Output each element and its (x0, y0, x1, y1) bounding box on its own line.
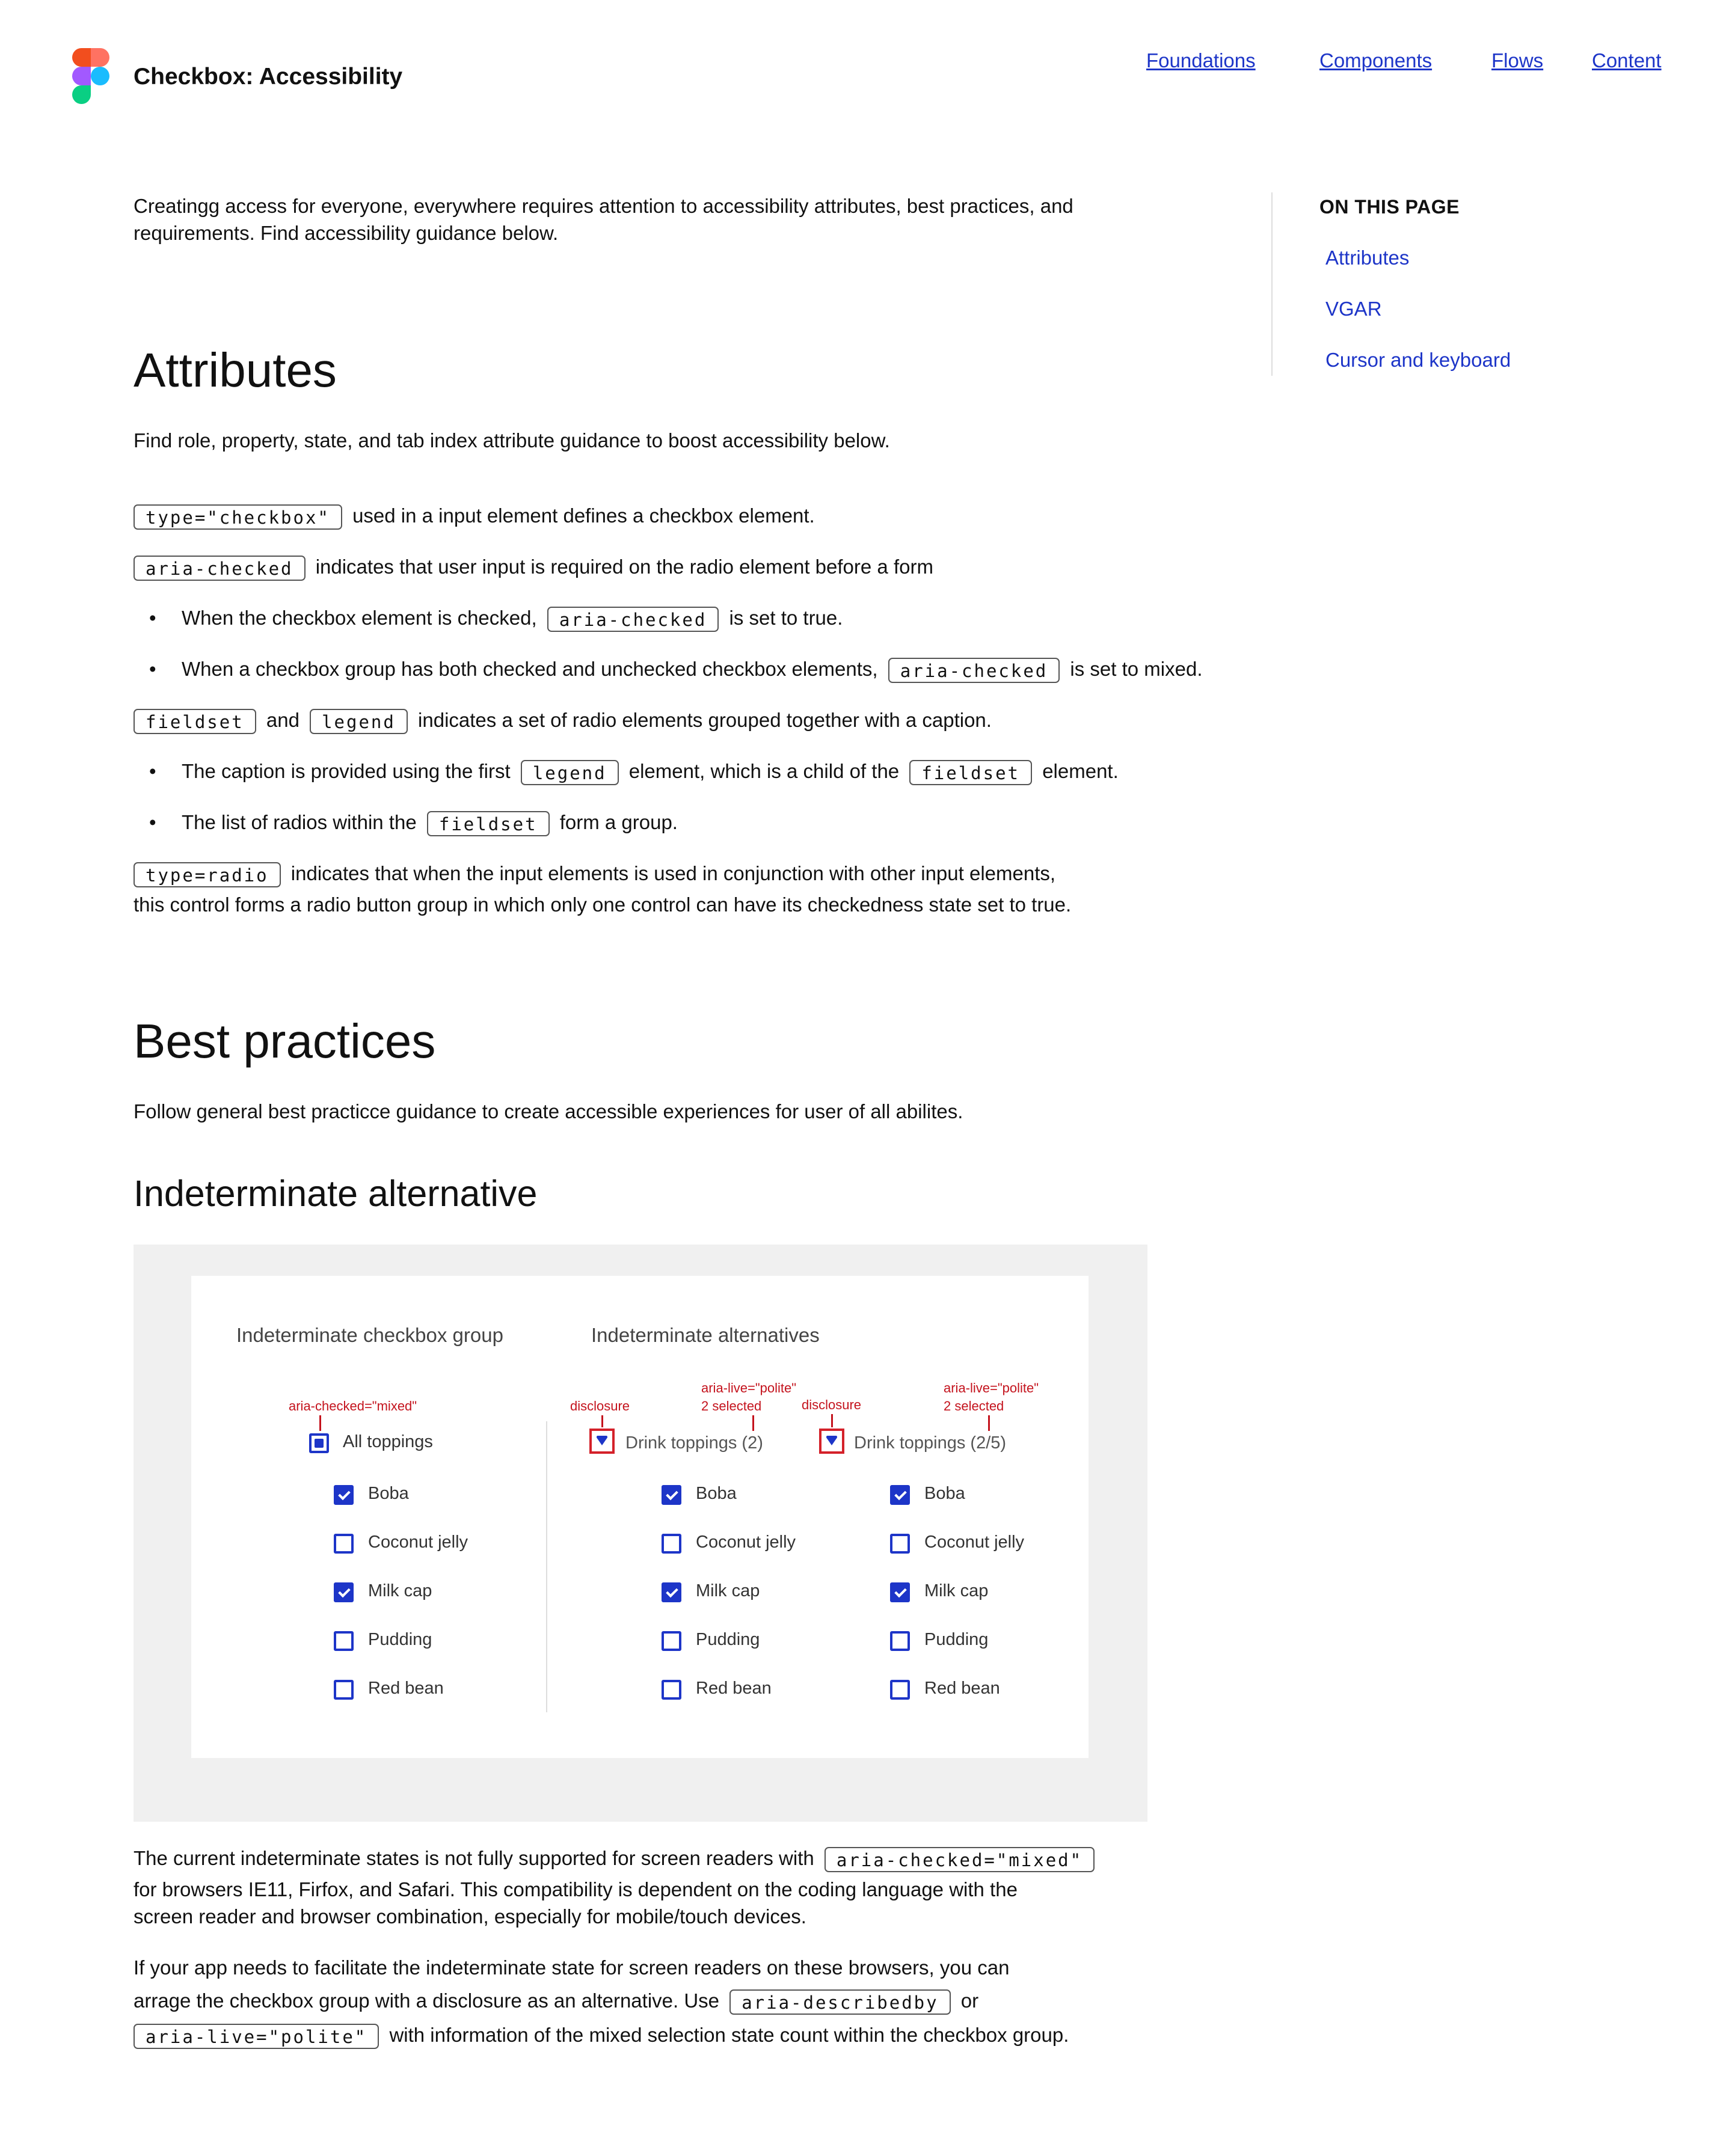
group-2-checkbox-4[interactable] (662, 1680, 681, 1700)
note-text: The current indeterminate states is not fully supported for screen readers with (134, 1847, 814, 1869)
attr-type-checkbox-text: used in a input element defines a checkbox element. (352, 504, 815, 527)
group-3-checkbox-1[interactable] (890, 1534, 910, 1554)
code-aria-checked: aria-checked (888, 658, 1060, 683)
group-3-label-1: Coconut jelly (924, 1533, 1025, 1552)
group-1-checkbox-0[interactable] (334, 1485, 354, 1505)
bullet-text: element, which is a child of the (628, 760, 900, 782)
attr-type-radio (134, 860, 1055, 887)
group-2-label-2: Milk cap (696, 1581, 760, 1600)
attr-type-radio-text: indicates that when the input elements is used in conjunction with other input elements, (290, 862, 1056, 884)
toc-title: ON THIS PAGE (1319, 196, 1460, 218)
bullet-dot: • (149, 607, 156, 629)
code-aria-live-polite: aria-live="polite" (134, 2024, 379, 2049)
note-1-line-3: screen reader and browser combination, especially for mobile/touch devices. (134, 1905, 806, 1928)
disclosure-label-drink-toppings[interactable]: Drink toppings (2) (625, 1433, 763, 1453)
group-3-checkbox-0[interactable] (890, 1485, 910, 1505)
bullet-dot: • (149, 811, 156, 833)
bullet-dot: • (149, 658, 156, 680)
attr-type-radio-line-2: this control forms a radio button group in which only one control can have its checkedness state set to true. (134, 893, 1072, 916)
attr-fieldset-legend (134, 706, 992, 734)
toc-divider (1271, 192, 1273, 376)
logo-shape-2 (91, 48, 109, 67)
group-1-label-1: Coconut jelly (368, 1533, 468, 1552)
note-text: arrage the checkbox group with a disclosure as an alternative. Use (134, 1989, 720, 2012)
nav-components[interactable]: Components (1319, 49, 1433, 72)
bullet-text: The list of radios within the (182, 811, 417, 833)
page-title: Checkbox: Accessibility (134, 64, 403, 90)
indeterminate-alternative-heading: Indeterminate alternative (134, 1173, 538, 1214)
bullet-text: is set to mixed. (1070, 658, 1203, 680)
attr-type-checkbox (134, 502, 815, 530)
annotation-live: aria-live="polite" (701, 1380, 797, 1395)
group-1-label-2: Milk cap (368, 1581, 432, 1600)
nav-foundations[interactable]: Foundations (1146, 49, 1256, 72)
group-1-label-0: Boba (368, 1484, 409, 1503)
fig-heading-alternatives: Indeterminate alternatives (591, 1324, 820, 1346)
attributes-desc: Find role, property, state, and tab index attribute guidance to boost accessibility below. (134, 429, 890, 452)
bullet-text: form a group. (559, 811, 678, 833)
group-1-checkbox-1[interactable] (334, 1534, 354, 1554)
logo-shape-3 (72, 67, 91, 85)
toc-link-cursor-keyboard[interactable]: Cursor and keyboard (1325, 349, 1511, 371)
code-aria-checked: aria-checked (134, 556, 306, 581)
attr-aria-checked (134, 553, 933, 581)
annotation-line (752, 1415, 754, 1431)
note-2-line-3 (134, 2021, 1069, 2049)
intro-line-1: Creatingg access for everyone, everywhere requires attention to accessibility attributes, best practices, and (134, 195, 1073, 217)
bullet-checked-true (149, 604, 843, 632)
attr-fieldset-text: indicates a set of radio elements grouped together with a caption. (418, 709, 992, 731)
group-2-checkbox-3[interactable] (662, 1631, 681, 1651)
fig-heading-group: Indeterminate checkbox group (236, 1324, 503, 1346)
toc-link-attributes[interactable]: Attributes (1325, 247, 1410, 269)
bullet-text: element. (1042, 760, 1119, 782)
disclosure-label-drink-toppings-count[interactable]: Drink toppings (2/5) (854, 1433, 1007, 1453)
figma-logo[interactable] (72, 48, 109, 103)
group-2-label-0: Boba (696, 1484, 737, 1503)
group-2-checkbox-1[interactable] (662, 1534, 681, 1554)
group-1-checkbox-4[interactable] (334, 1680, 354, 1700)
code-fieldset: fieldset (909, 760, 1032, 785)
bullet-text: The caption is provided using the first (182, 760, 511, 782)
bullet-radios-group (149, 809, 678, 836)
annotation-disclosure: disclosure (570, 1398, 630, 1413)
logo-shape-5 (72, 85, 91, 104)
code-type-radio: type=radio (134, 862, 281, 887)
group-2-checkbox-0[interactable] (662, 1485, 681, 1505)
code-type-checkbox: type="checkbox" (134, 504, 342, 530)
annotation-aria-mixed: aria-checked="mixed" (289, 1398, 417, 1413)
group-3-label-4: Red bean (924, 1679, 1000, 1698)
note-1-line-2: for browsers IE11, Firfox, and Safari. This compatibility is dependent on the coding language with the (134, 1878, 1018, 1900)
disclosure-toggle-icon[interactable] (819, 1429, 844, 1454)
code-fieldset: fieldset (427, 811, 550, 836)
note-text: with information of the mixed selection state count within the checkbox group. (389, 2024, 1069, 2046)
logo-shape-4 (91, 67, 109, 85)
intro-line-2: requirements. Find accessibility guidance below. (134, 222, 559, 244)
group-1-checkbox-3[interactable] (334, 1631, 354, 1651)
group-2-label-1: Coconut jelly (696, 1533, 796, 1552)
code-legend: legend (310, 709, 408, 734)
code-fieldset: fieldset (134, 709, 256, 734)
group-1-label-4: Red bean (368, 1679, 444, 1698)
bullet-caption (149, 758, 1119, 785)
disclosure-toggle-icon[interactable] (589, 1429, 615, 1454)
annotation-selected-count: 2 selected (944, 1398, 1004, 1413)
note-2-line-2 (134, 1987, 978, 2015)
attributes-heading: Attributes (134, 343, 337, 397)
group-3-label-0: Boba (924, 1484, 965, 1503)
attr-aria-checked-text: indicates that user input is required on the radio element before a form (315, 556, 933, 578)
code-aria-checked: aria-checked (547, 607, 719, 632)
bullet-text: When the checkbox element is checked, (182, 607, 537, 629)
group-1-checkbox-2[interactable] (334, 1582, 354, 1602)
group-2-label-3: Pudding (696, 1630, 760, 1649)
bullet-dot: • (149, 760, 156, 782)
group-2-checkbox-2[interactable] (662, 1582, 681, 1602)
annotation-disclosure: disclosure (802, 1397, 862, 1412)
bullet-checked-mixed (149, 655, 1203, 683)
group-2-label-4: Red bean (696, 1679, 772, 1698)
bullet-text: When a checkbox group has both checked and unchecked checkbox elements, (182, 658, 878, 680)
code-legend: legend (521, 760, 619, 785)
annotation-live: aria-live="polite" (944, 1380, 1039, 1395)
code-aria-checked-mixed: aria-checked="mixed" (825, 1847, 1095, 1872)
code-aria-describedby: aria-describedby (729, 1989, 950, 2015)
best-practices-heading: Best practices (134, 1014, 436, 1068)
figure-divider (546, 1421, 547, 1712)
group-1-label-3: Pudding (368, 1630, 432, 1649)
bullet-text: is set to true. (729, 607, 843, 629)
annotation-line (988, 1415, 990, 1431)
note-text: or (960, 1989, 979, 2012)
best-practices-desc: Follow general best practicce guidance to create accessible experiences for user of all abilites. (134, 1100, 963, 1122)
note-1-line-1 (134, 1845, 1099, 1872)
annotation-line (319, 1415, 321, 1431)
all-toppings-checkbox[interactable] (309, 1433, 329, 1453)
annotation-selected-count: 2 selected (701, 1398, 762, 1413)
group-3-label-3: Pudding (924, 1630, 989, 1649)
group-3-label-2: Milk cap (924, 1581, 989, 1600)
group-3-checkbox-2[interactable] (890, 1582, 910, 1602)
nav-flows[interactable]: Flows (1491, 49, 1544, 72)
group-3-checkbox-3[interactable] (890, 1631, 910, 1651)
annotation-line (601, 1415, 603, 1427)
attr-and-text: and (266, 709, 299, 731)
annotation-line (831, 1414, 833, 1427)
toc-link-vgar[interactable]: VGAR (1325, 298, 1382, 320)
note-2-line-1: If your app needs to facilitate the indeterminate state for screen readers on these browsers, you can (134, 1956, 1010, 1979)
nav-content[interactable]: Content (1592, 49, 1662, 72)
group-3-checkbox-4[interactable] (890, 1680, 910, 1700)
all-toppings-label: All toppings (343, 1432, 433, 1451)
logo-shape-1 (72, 48, 91, 67)
